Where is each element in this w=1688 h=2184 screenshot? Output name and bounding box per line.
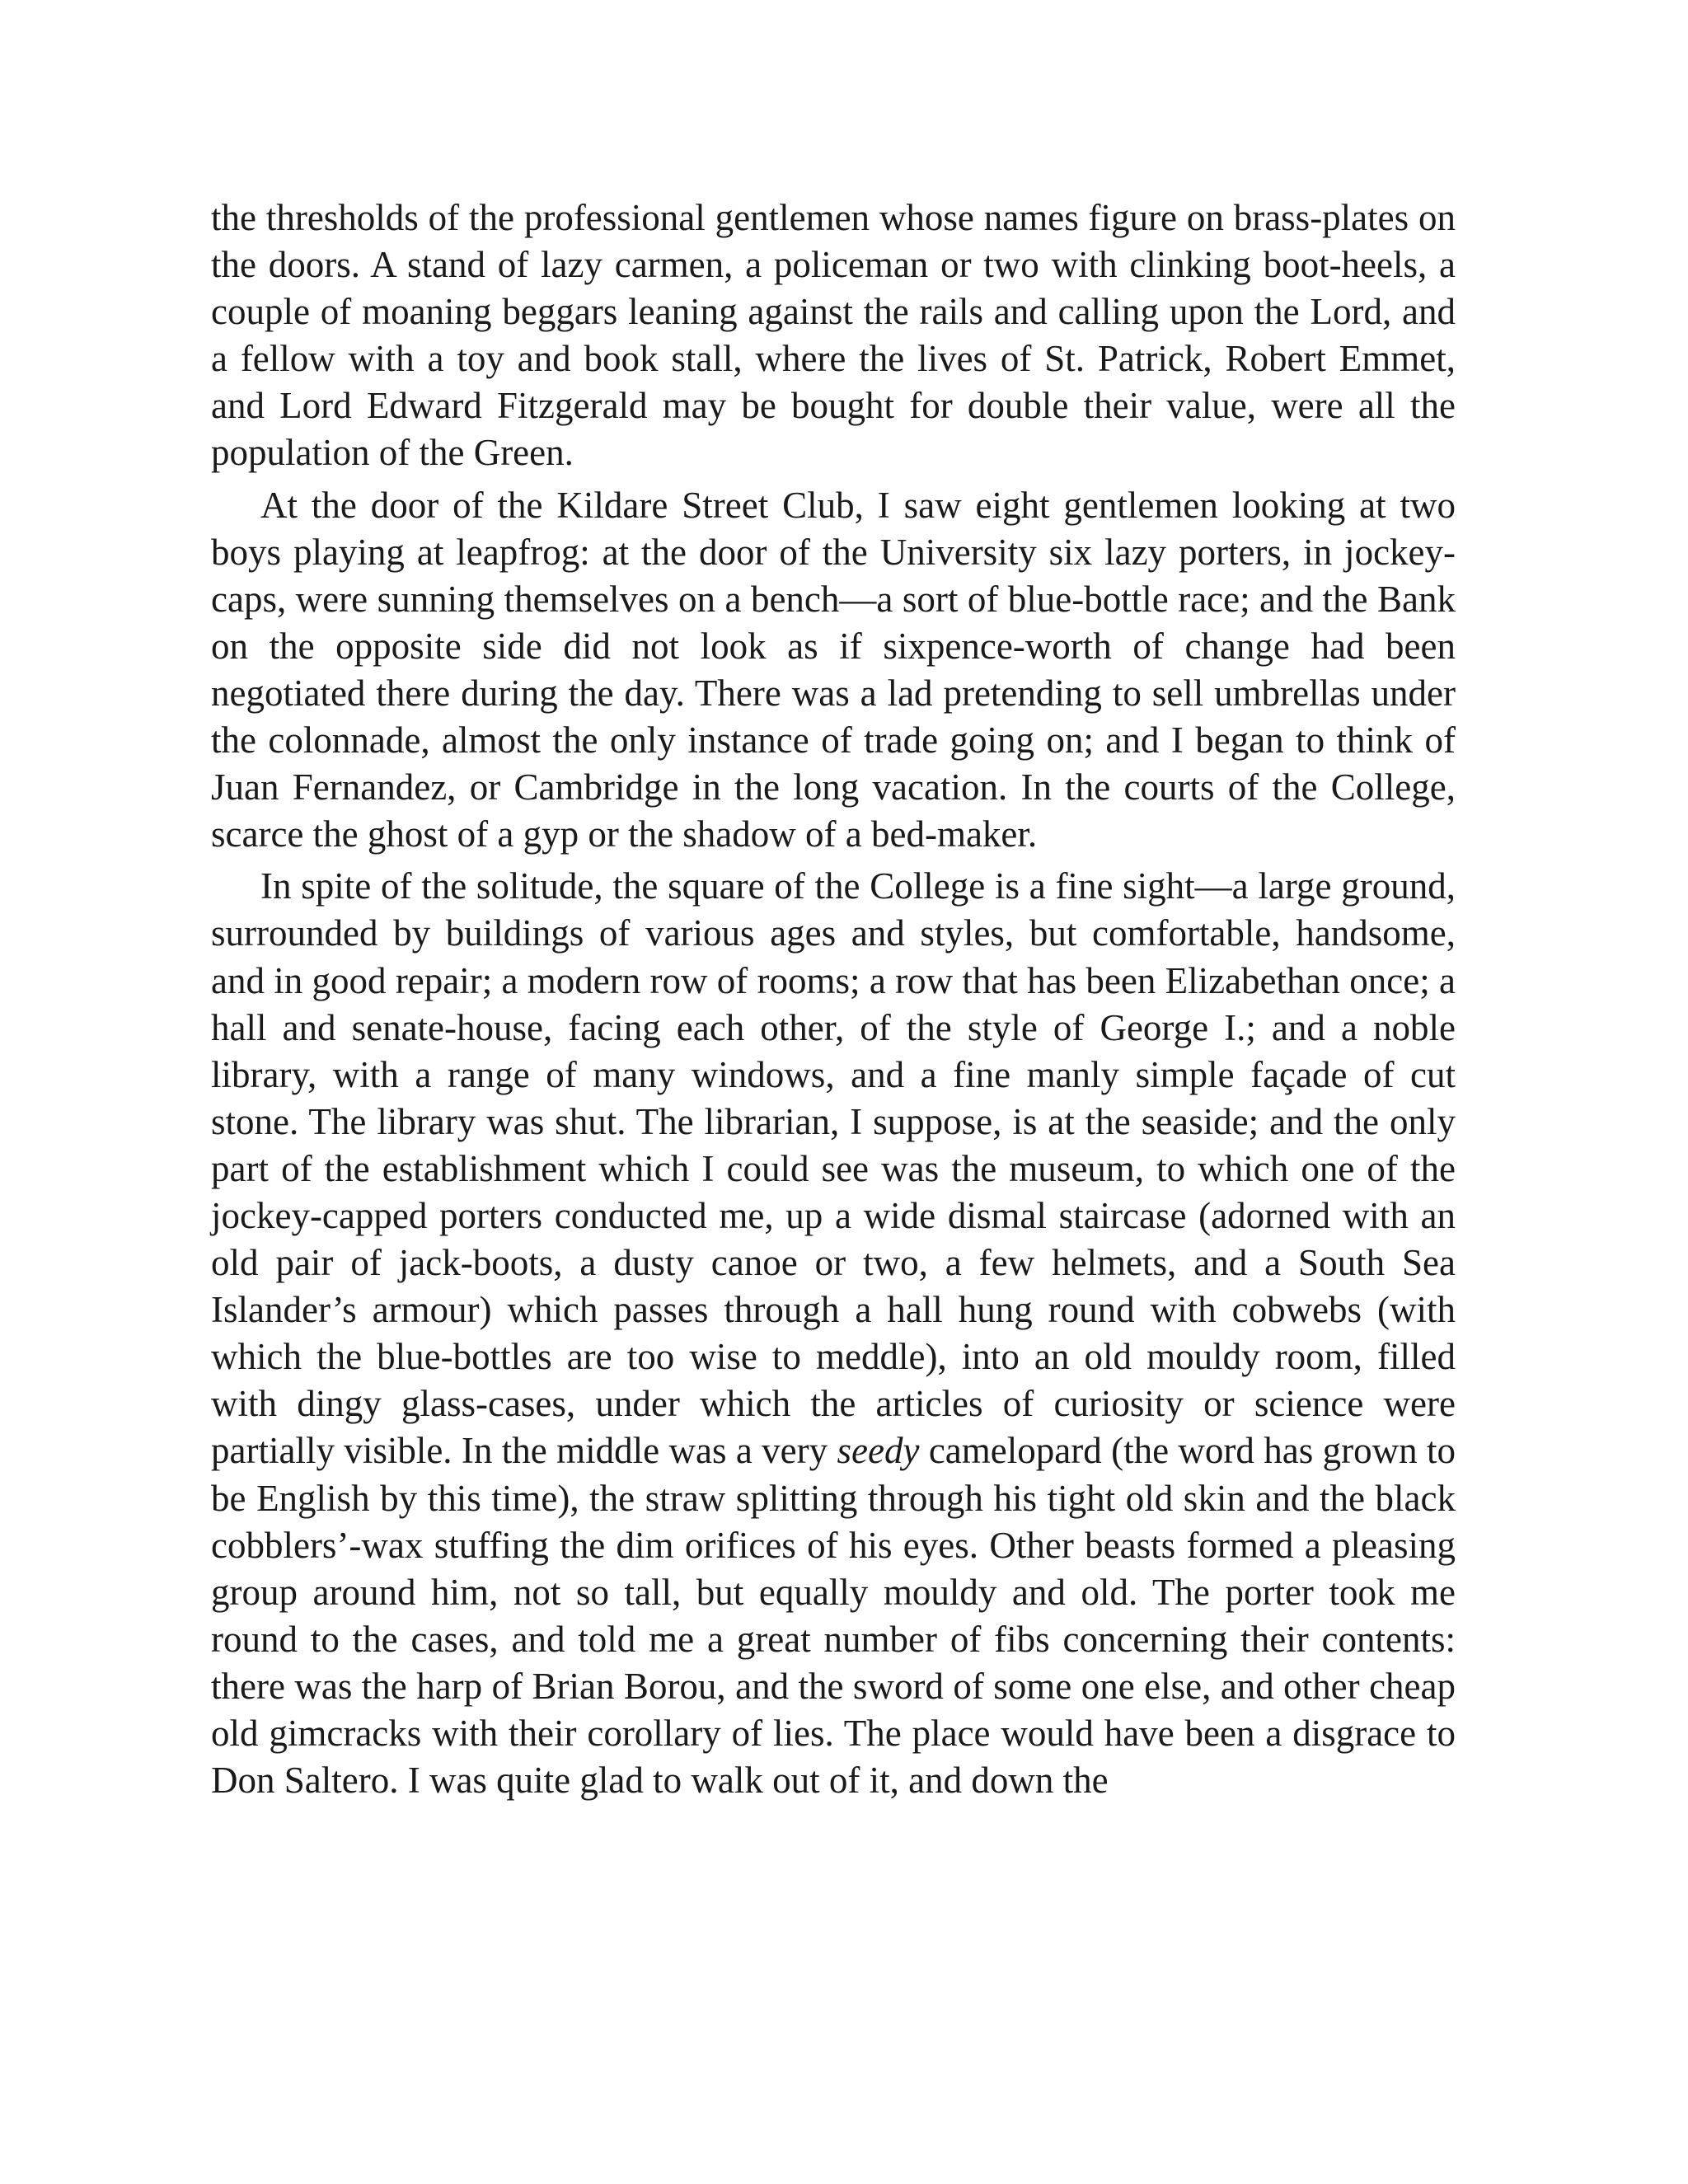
- paragraph-3-italic-word: seedy: [837, 1430, 920, 1472]
- paragraph-2: [211, 482, 1456, 859]
- paragraph-3-text-b: camelopard (the word has grown to be English by this time), the straw splitting through his tight old skin and the black cobblers’-wax stuffing the dim orifices of his eyes. Other beasts formed a pleasing group around him, not so tall, but equally mouldy and old. The porter took me round to the cases, and told me a great number of fibs concerning their contents: there was the harp of Brian Borou, and the sword of some one else, and other cheap old gimcracks with their corollary of lies. The place would have been a disgrace to Don Saltero. I was quite glad to walk out of it, and down the: [211, 1430, 1456, 1802]
- paragraph-3: [211, 863, 1456, 1804]
- paragraph-3-text-a: In spite of the solitude, the square of the College is a fine sight—a large ground, surrounded by buildings of various ages and styles, but comfortable, handsome, and in good repair; a modern row of rooms; a row that has been Elizabethan once; a hall and senate-house, facing each other, of the style of George I.; and a noble library, with a range of many windows, and a fine manly simple façade of cut stone. The library was shut. The librarian, I suppose, is at the seaside; and the only part of the establishment which I could see was the museum, to which one of the jockey-capped porters conducted me, up a wide dismal staircase (adorned with an old pair of jack-boots, a dusty canoe or two, a few helmets, and a South Sea Islander’s armour) which passes through a hall hung round with cobwebs (with which the blue-bottles are too wise to meddle), into an old mouldy room, filled with dingy glass-cases, under which the articles of curiosity or science were partially visible. In the middle was a very: [211, 865, 1456, 1472]
- body-text: [211, 194, 1456, 1804]
- paragraph-1-text: the thresholds of the professional gentlemen whose names figure on brass-plates on the doors. A stand of lazy carmen, a policeman or two with clinking boot-heels, a couple of moaning beggars leaning against the rails and calling upon the Lord, and a fellow with a toy and book stall, where the lives of St. Patrick, Robert Emmet, and Lord Edward Fitzgerald may be bought for double their value, were all the population of the Green.: [211, 197, 1456, 474]
- paragraph-1: [211, 194, 1456, 477]
- paragraph-2-text: At the door of the Kildare Street Club, I saw eight gentlemen looking at two boys playing at leapfrog: at the door of the University six lazy porters, in jockey-caps, were sunning themselves on a bench—a sort of blue-bottle race; and the Bank on the opposite side did not look as if sixpence-worth of change had been negotiated there during the day. There was a lad pretending to sell umbrellas under the colonnade, almost the only instance of trade going on; and I began to think of Juan Fernandez, or Cambridge in the long vacation. In the courts of the College, scarce the ghost of a gyp or the shadow of a bed-maker.: [211, 484, 1456, 855]
